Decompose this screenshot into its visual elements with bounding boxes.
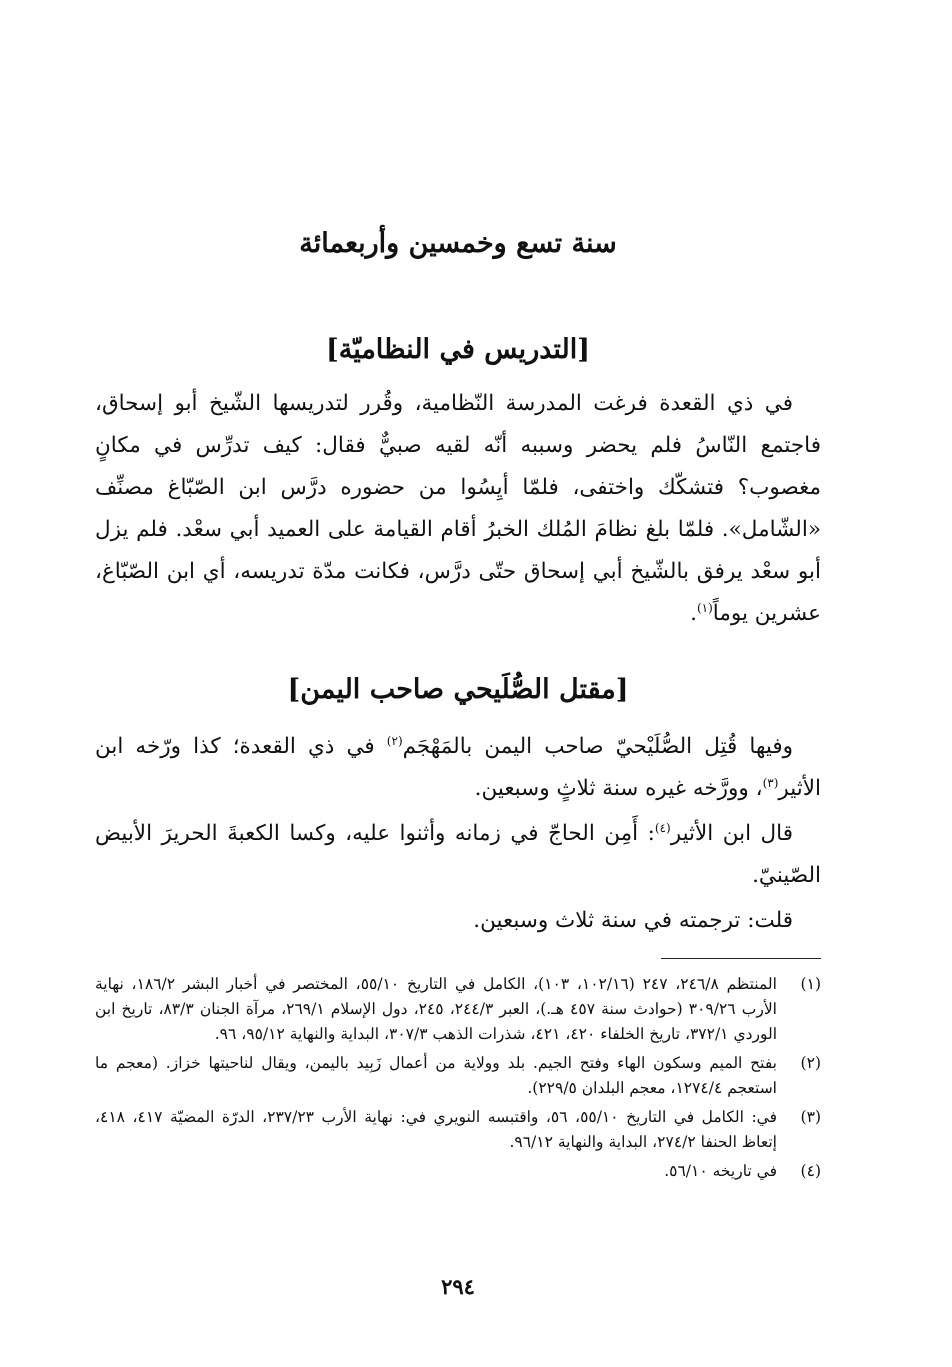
paragraph-text: في ذي القعدة؛ كذا ورّخه ابن الأثير (95, 734, 821, 801)
footnote-number: (٤) (800, 1162, 821, 1180)
page-number: ٢٩٤ (441, 1274, 475, 1299)
footnote-ref-4[interactable]: (٤) (654, 820, 671, 835)
footnotes (95, 972, 821, 1188)
footnote-ref-3[interactable]: (٣) (762, 775, 779, 790)
book-page (95, 0, 821, 1367)
paragraph-text: قال ابن الأثير (670, 821, 793, 846)
section2-paragraph-1 (95, 726, 821, 810)
paragraph-text: : أَمِن الحاجّ في زمانه وأثنوا عليه، وكسا الكعبةَ الحريرَ الأبيض الصّينيّ. (95, 821, 821, 888)
paragraph-text: ، وورَّخه غيره سنة ثلاثٍ وسبعين. (474, 776, 763, 801)
footnote-text: في: الكامل في التاريخ ٥٥/١٠، ٥٦، واقتبسه النويري في: نهاية الأرب ٢٣٧/٢٣، الدرّة المضيّة ٤١٧، ٤١٨، إتعاظ الحنفا ٢٧٤/٢، البداية والنهاية ٩٦/١٢. (95, 1108, 777, 1151)
chapter-title: سنة تسع وخمسين وأربعمائة (299, 228, 617, 259)
paragraph-text: وفيها قُتِل الصُّلَيْحيّ صاحب اليمن بالمَهْجَم (402, 734, 794, 759)
footnote-text: المنتظم ٢٤٦/٨، ٢٤٧ (١٠٢/١٦، ١٠٣)، الكامل في التاريخ ٥٥/١٠، المختصر في أخبار البشر ١٨٦/٢، نهاية الأرب ٣٠٩/٢٦ (حوادث سنة ٤٥٧ هـ.)، العبر ٢٤٤/٣، ٢٤٥، دول الإسلام ٢٦٩/١، مرآة الجنان ٨٣/٣، تاريخ ابن الوردي ٣٧٢/١، تاريخ الخلفاء ٤٢٠، ٤٢١، شذرات الذهب ٣٠٧/٣، البداية والنهاية ٩٥/١٢، ٩٦. (95, 975, 777, 1043)
footnote-4 (95, 1159, 821, 1184)
footnote-text: بفتح الميم وسكون الهاء وفتح الجيم. بلد وولاية من أعمال زَبِيد باليمن، ويقال لناحيتها خزاز. (معجم ما استعجم ١٢٧٤/٤، معجم البلدان ٢٢٩/٥). (95, 1054, 777, 1097)
footnote-text: في تاريخه ٥٦/١٠. (664, 1162, 777, 1180)
section2-paragraph-3: قلت: ترجمته في سنة ثلاث وسبعين. (473, 908, 793, 933)
footnote-number: (٣) (800, 1108, 821, 1126)
footnote-2 (95, 1051, 821, 1101)
footnote-number: (١) (800, 975, 821, 993)
footnote-ref-2[interactable]: (٢) (386, 733, 403, 748)
footnote-ref-1[interactable]: (١) (696, 600, 713, 615)
footnote-number: (٢) (800, 1054, 821, 1072)
section-title-sulayhi: [مقتل الصُّلَيحي صاحب اليمن] (287, 674, 629, 705)
paragraph-end: . (690, 601, 697, 626)
footnote-3 (95, 1105, 821, 1155)
footnote-1 (95, 972, 821, 1047)
section2-paragraph-2 (95, 813, 821, 897)
paragraph-text: في ذي القعدة فرغت المدرسة النّظامية، وقُرر لتدريسها الشّيخ أبو إسحاق، فاجتمع النّاسُ فلم يحضر وسببه أنّه لقيه صبيٌّ فقال: كيف تدرِّس في مكانٍ مغصوب؟ فتشكّك واختفى، فلمّا أيِسُوا من حضوره درَّس ابن الصّبّاغ مصنِّف «الشّامل». فلمّا بلغ نظامَ المُلك الخبرُ أقام القيامة على العميد أبي سعْد. فلم يزل أبو سعْد يرفق بالشّيخ أبي إسحاق حتّى درَّس، فكانت مدّة تدريسه، أي ابن الصّبّاغ، عشرين يوماً (95, 391, 821, 626)
section1-paragraph (95, 383, 821, 635)
footnote-separator (661, 958, 821, 959)
section-title-teaching-nizamiyya: [التدريس في النظاميّة] (325, 334, 591, 365)
